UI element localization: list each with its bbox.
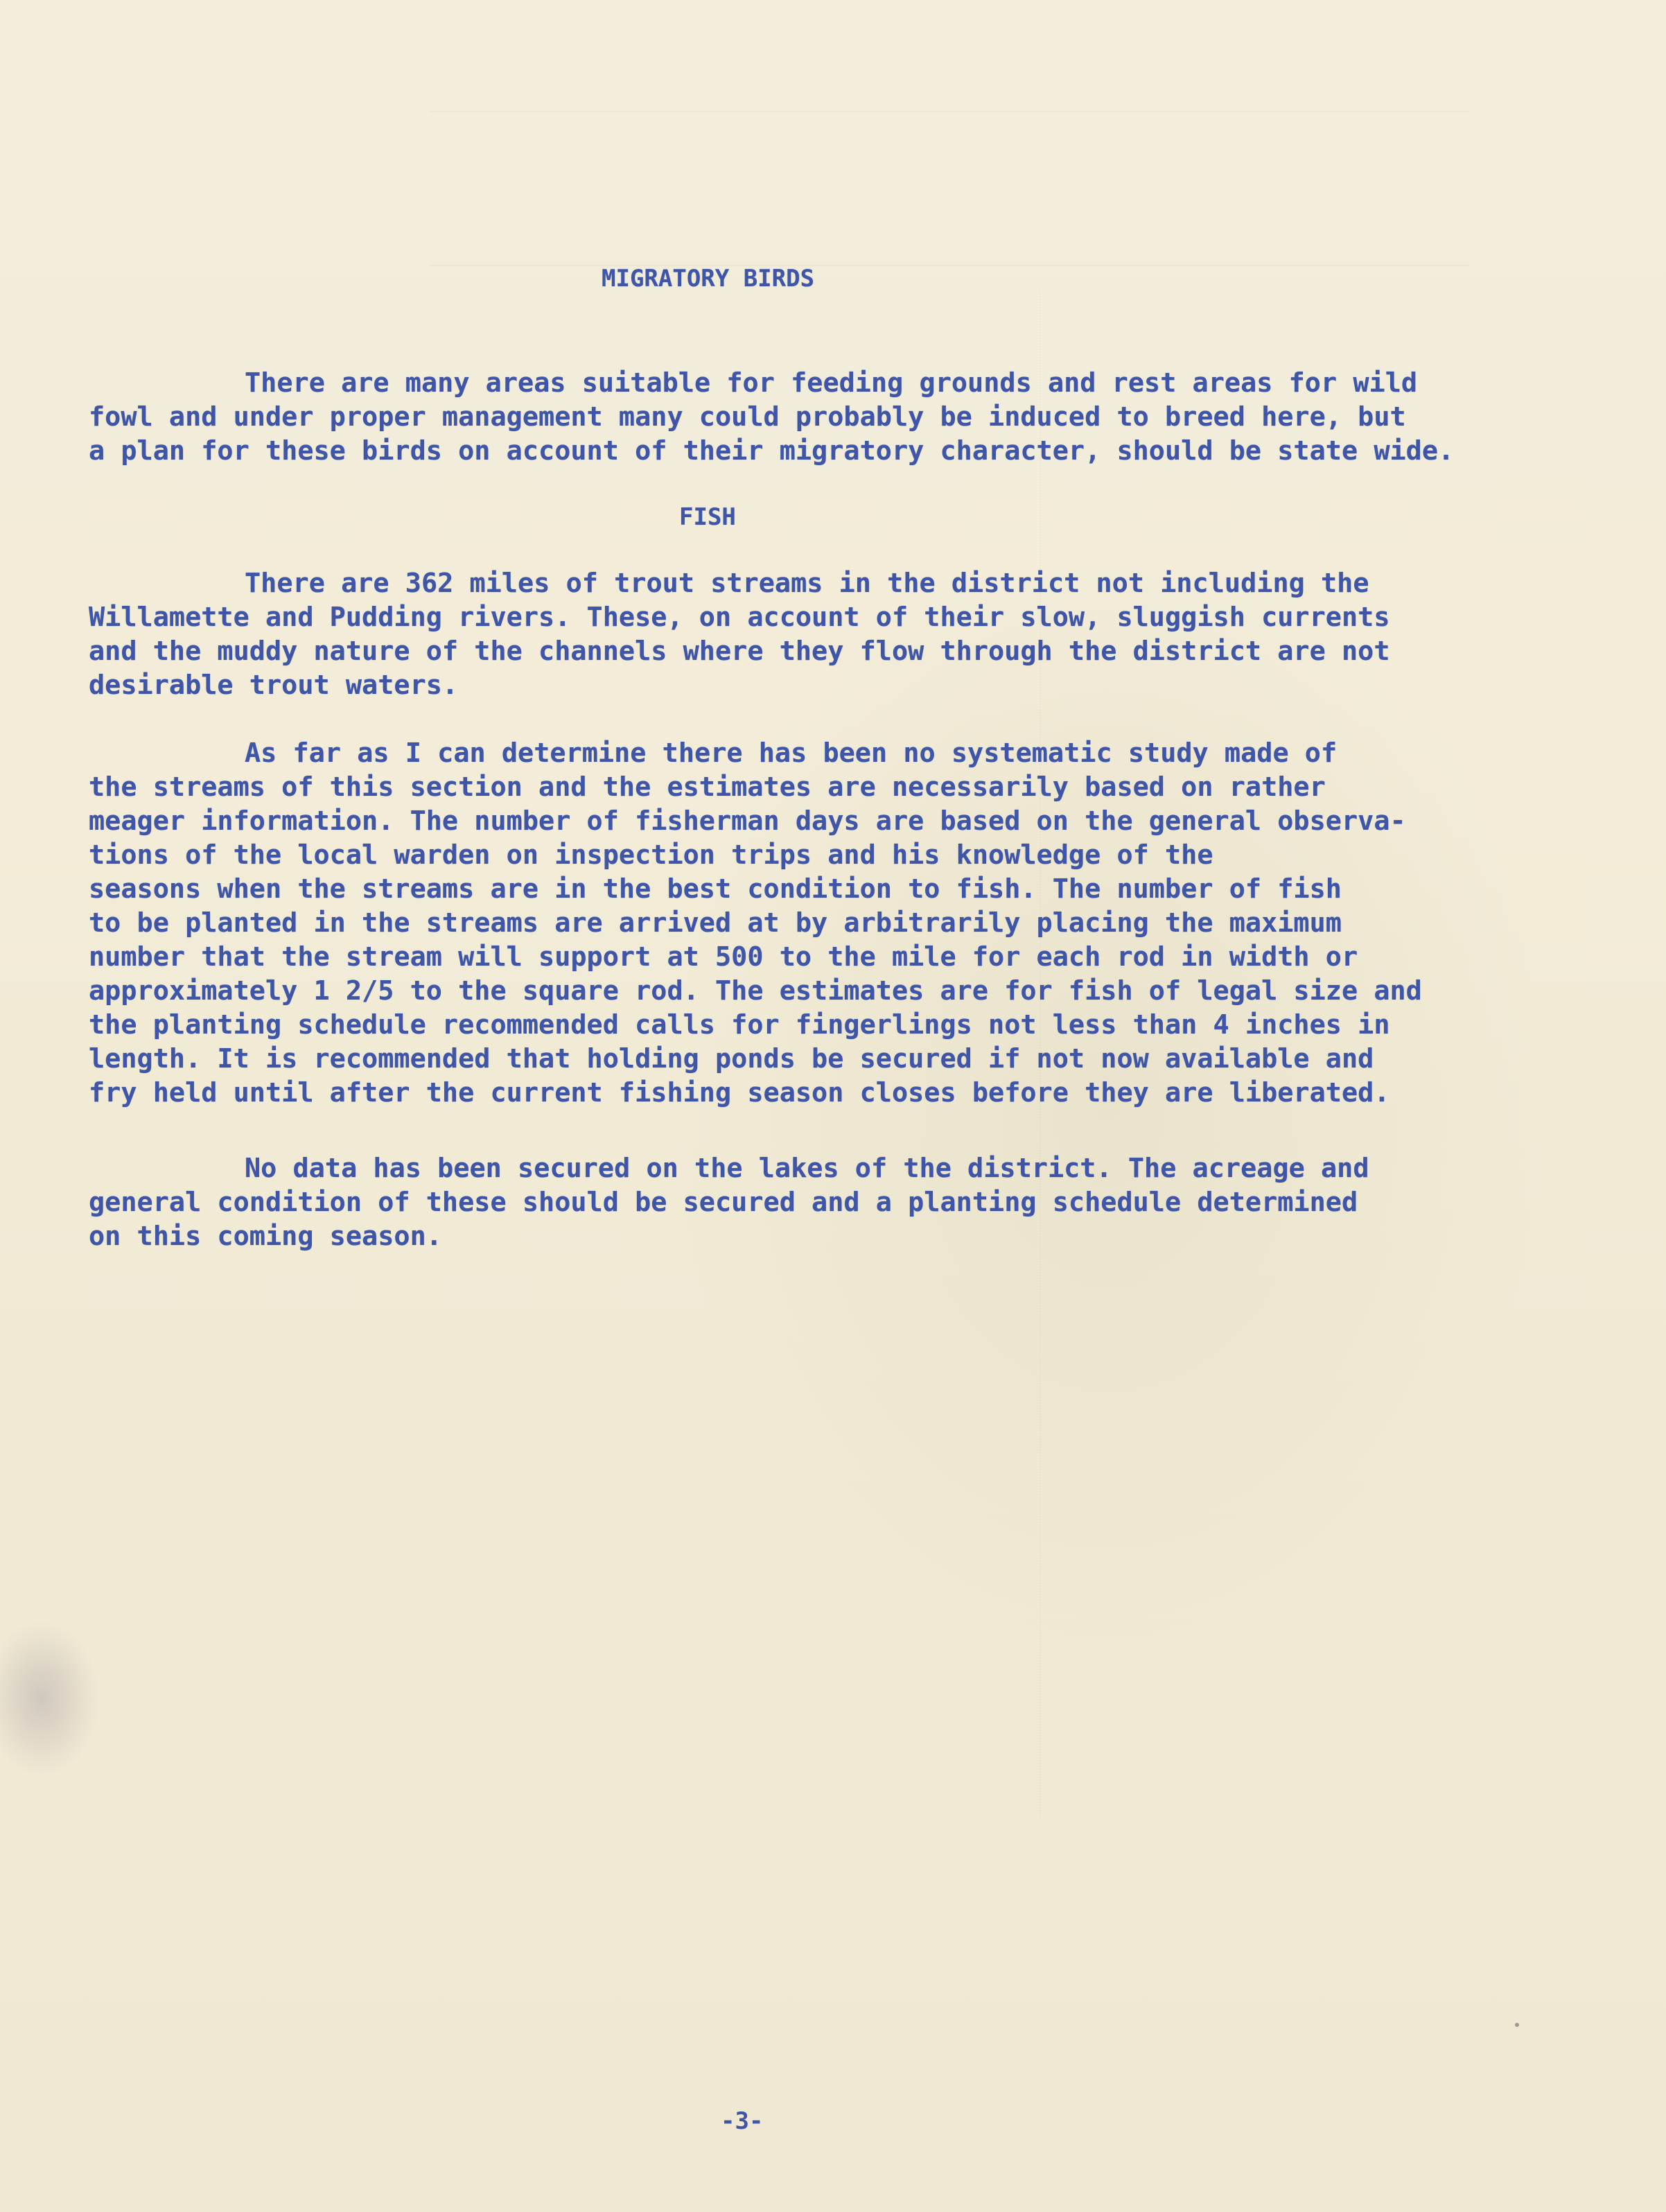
paper-speck bbox=[1515, 2023, 1519, 2027]
show-through-texture bbox=[430, 111, 1469, 266]
text-line: a plan for these birds on account of their migratory character, should be state wide. bbox=[89, 435, 1455, 467]
text-line: No data has been secured on the lakes of the district. The acreage and bbox=[245, 1153, 1369, 1184]
text-line: desirable trout waters. bbox=[89, 670, 459, 701]
text-line: general condition of these should be secured and a planting schedule determined bbox=[89, 1187, 1358, 1218]
text-line: fry held until after the current fishing season closes before they are liberated. bbox=[89, 1077, 1390, 1108]
text-line: Willamette and Pudding rivers. These, on account of their slow, sluggish currents bbox=[89, 602, 1390, 633]
section-heading-fish: FISH bbox=[679, 503, 736, 531]
section-heading-migratory-birds: MIGRATORY BIRDS bbox=[602, 265, 815, 293]
text-line: on this coming season. bbox=[89, 1221, 442, 1252]
text-line: approximately 1 2/5 to the square rod. The estimates are for fish of legal size and bbox=[89, 975, 1422, 1007]
page-number: -3- bbox=[721, 2107, 764, 2135]
text-line: the streams of this section and the estimates are necessarily based on rather bbox=[89, 772, 1326, 803]
text-line: tions of the local warden on inspection trips and his knowledge of the bbox=[89, 839, 1213, 871]
paragraph-migratory-birds bbox=[89, 366, 1454, 468]
text-line: There are many areas suitable for feeding grounds and rest areas for wild bbox=[245, 367, 1418, 399]
text-line: and the muddy nature of the channels where they flow through the district are not bbox=[89, 636, 1390, 667]
text-line: to be planted in the streams are arrived at by arbitrarily placing the maximum bbox=[89, 907, 1342, 939]
paragraph-fish-1 bbox=[89, 566, 1390, 702]
text-line: As far as I can determine there has been no systematic study made of bbox=[245, 738, 1338, 769]
text-line: fowl and under proper management many could probably be induced to breed here, but bbox=[89, 401, 1406, 433]
paragraph-fish-2 bbox=[89, 736, 1422, 1110]
text-line: number that the stream will support at 500 to the mile for each rod in width or bbox=[89, 941, 1358, 973]
text-line: There are 362 miles of trout streams in the district not including the bbox=[245, 568, 1369, 599]
text-line: length. It is recommended that holding ponds be secured if not now available and bbox=[89, 1043, 1374, 1074]
text-line: the planting schedule recommended calls for fingerlings not less than 4 inches in bbox=[89, 1009, 1390, 1040]
text-line: seasons when the streams are in the best condition to fish. The number of fish bbox=[89, 873, 1342, 905]
paragraph-fish-3 bbox=[89, 1151, 1369, 1253]
text-line: meager information. The number of fisherman days are based on the general observa- bbox=[89, 805, 1406, 837]
